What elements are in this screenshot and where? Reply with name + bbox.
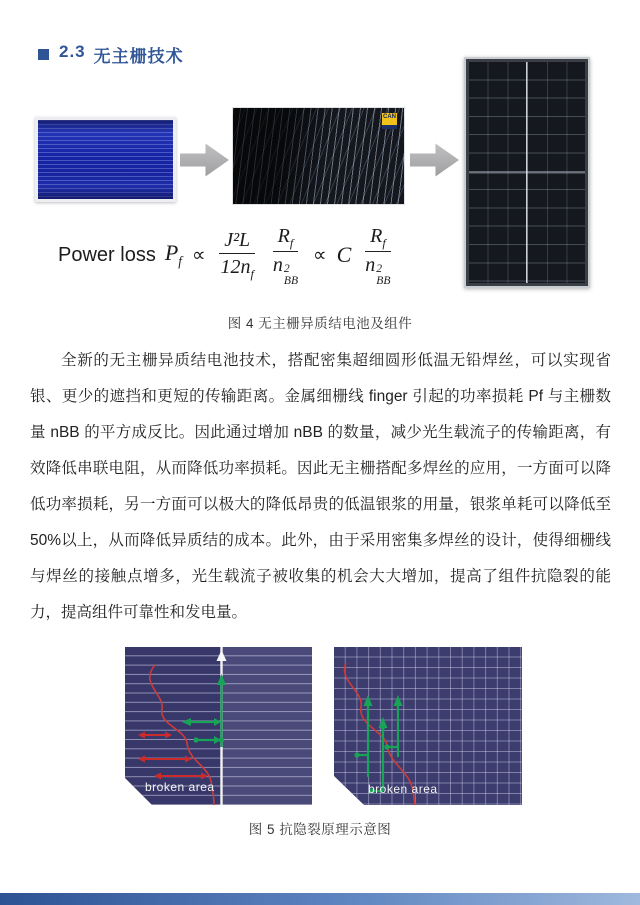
section-title: 无主栅技术 xyxy=(93,47,184,66)
figure5-single-busbar-diagram xyxy=(125,647,312,805)
module-cell-grid xyxy=(469,62,585,283)
figure4-module-image xyxy=(464,57,590,288)
figure4-caption: 图 4 无主栅异质结电池及组件 xyxy=(227,316,413,331)
proportional-symbol: ∝ xyxy=(313,244,327,266)
body-paragraph: 全新的无主栅异质结电池技术，搭配密集超细圆形低温无铅焊丝，可以实现省银、更少的遮挡和更短的传输距离。金属细栅线 finger 引起的功率损耗 Pf 与主栅数量 nBB 的平方成反比。因此通过增加 nBB 的数量，减少光生载流子的传输距离，有效降低串联电阻，从而降低功率损耗。因此无主栅搭配多焊丝的应用，一方面可以降低功率损耗，另一方面可以极大的降低昂贵的低温银浆的用量，银浆单耗可以降低至 50%以上，从而降低异质结的成本。此外，由于采用密集多焊丝的设计，使得细栅线与焊丝的接触点增多，光生载流子被收集的机会大大增加，提高了组件抗隐裂的能力，提高组件可靠性和发电量。 xyxy=(30,352,611,621)
right-arrow-icon xyxy=(410,142,459,178)
section-number: 2.3 xyxy=(59,42,86,61)
formula-var-pf: $P_f$ xyxy=(164,240,182,269)
logo-badge: CAN xyxy=(382,113,397,129)
power-loss-formula xyxy=(58,224,395,286)
section-heading xyxy=(38,42,184,67)
broken-area-label: broken area xyxy=(145,780,215,794)
right-arrow-icon xyxy=(180,142,229,178)
proportional-symbol: ∝ xyxy=(191,244,206,266)
formula-fraction-1: $\frac{\text{J²L}}{12n_f}$ xyxy=(220,229,254,282)
figure4-busbarless-cell-image xyxy=(35,117,176,202)
formula-fraction-3: $R_f$ n 2 BB xyxy=(365,224,391,288)
formula-coefficient: C xyxy=(336,242,352,267)
broken-area-label: broken area xyxy=(368,782,438,796)
footer-accent-bar xyxy=(0,893,640,905)
section-heading-text xyxy=(59,42,184,67)
figure5-caption: 图 5 抗隐裂原理示意图 xyxy=(248,822,392,837)
figure4-welded-cell-photo xyxy=(232,107,405,205)
formula-label: Power loss xyxy=(58,243,156,266)
formula-fraction-2: $R_f$ n 2 BB xyxy=(272,224,299,288)
figure5-multi-busbar-diagram xyxy=(334,647,522,805)
heading-bullet-square xyxy=(38,49,49,60)
